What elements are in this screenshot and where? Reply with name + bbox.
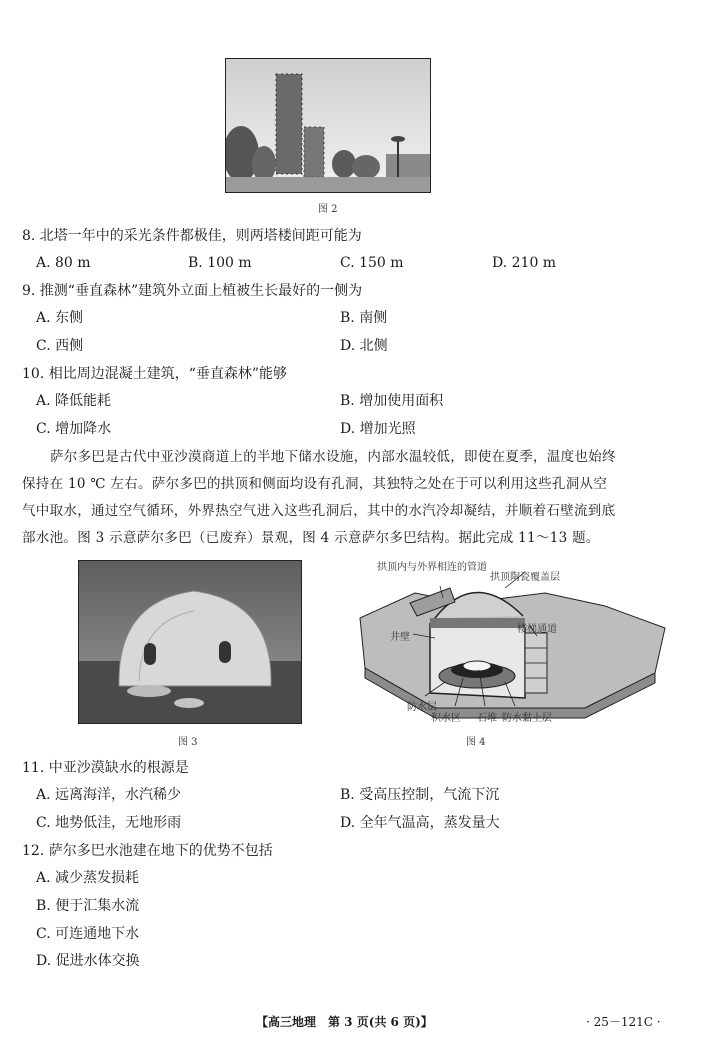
q9-option-d: D. 北侧 (340, 338, 388, 354)
passage (22, 444, 697, 552)
fig4-label-pool: 积水区 (431, 713, 461, 724)
q10-stem: 10. 相比周边混凝土建筑，“垂直森林”能够 (22, 366, 288, 382)
q11-option-a: A. 远离海洋，水汽稀少 (36, 787, 182, 803)
figure2-caption: 图 2 (318, 204, 338, 215)
q12-option-b: B. 便于汇集水流 (36, 898, 140, 914)
passage-line-1: 萨尔多巴是古代中亚沙漠商道上的半地下储水设施，内部水温较低，即使在夏季，温度也始终 (50, 449, 616, 465)
q8-option-c: C. 150 m (340, 255, 404, 271)
q12-option-a: A. 减少蒸发损耗 (36, 870, 140, 886)
fig4-label-clay: 防水黏土层 (502, 713, 552, 724)
fig4-label-waterproof: 防水层 (407, 702, 437, 713)
fig4-label-pipe: 拱顶内与外界相连的管道 (377, 562, 487, 573)
fig4-label-rock: 石堆 (477, 713, 497, 724)
passage-line-3: 气中取水，通过空气循环，外界热空气进入这些孔洞后，其中的水汽冷却凝结，并顺着石壁流到底 (22, 503, 616, 519)
fig4-label-stairs: 楼梯通道 (517, 624, 557, 635)
passage-line-2: 保持在 10 ℃ 左右。萨尔多巴的拱顶和侧面均设有孔洞，其独特之处在于可以利用这些孔洞从空 (22, 476, 608, 492)
vertical-forest-photo (226, 59, 430, 192)
fig4-label-dome: 拱顶陶瓷覆盖层 (490, 572, 560, 583)
q11-option-c: C. 地势低洼，无地形雨 (36, 815, 182, 831)
q9-option-a: A. 东侧 (36, 310, 84, 326)
q12-option-c: C. 可连通地下水 (36, 926, 140, 942)
sardoba-ruin-photo (79, 561, 301, 723)
footer-page-info: 【高三地理 第 3 页(共 6 页)】 (256, 1015, 433, 1029)
figure4-diagram (355, 558, 670, 723)
figure3-caption: 图 3 (178, 737, 198, 748)
q12-option-d: D. 促进水体交换 (36, 953, 140, 969)
footer-code: · 25－121C · (586, 1015, 661, 1029)
figure4-caption: 图 4 (466, 737, 486, 748)
q9-option-b: B. 南侧 (340, 310, 388, 326)
q10-option-a: A. 降低能耗 (36, 393, 112, 409)
q10-option-c: C. 增加降水 (36, 421, 112, 437)
figure3-photo (78, 560, 302, 724)
q11-option-b: B. 受高压控制，气流下沉 (340, 787, 500, 803)
q8-option-a: A. 80 m (36, 255, 91, 271)
q10-option-d: D. 增加光照 (340, 421, 416, 437)
fig4-label-shaft: 井壁 (390, 632, 410, 643)
q8-stem: 8. 北塔一年中的采光条件都极佳，则两塔楼间距可能为 (22, 228, 362, 244)
q8-option-b: B. 100 m (188, 255, 252, 271)
q8-option-d: D. 210 m (492, 255, 557, 271)
q10-option-b: B. 增加使用面积 (340, 393, 444, 409)
passage-line-4: 部水池。图 3 示意萨尔多巴（已废弃）景观，图 4 示意萨尔多巴结构。据此完成 11～13 题。 (22, 530, 600, 546)
q12-stem: 12. 萨尔多巴水池建在地下的优势不包括 (22, 843, 273, 859)
q11-stem: 11. 中亚沙漠缺水的根源是 (22, 760, 189, 776)
q9-stem: 9. 推测“垂直森林”建筑外立面上植被生长最好的一侧为 (22, 283, 363, 299)
q11-option-d: D. 全年气温高，蒸发量大 (340, 815, 500, 831)
figure2-photo (225, 58, 431, 193)
q9-option-c: C. 西侧 (36, 338, 84, 354)
